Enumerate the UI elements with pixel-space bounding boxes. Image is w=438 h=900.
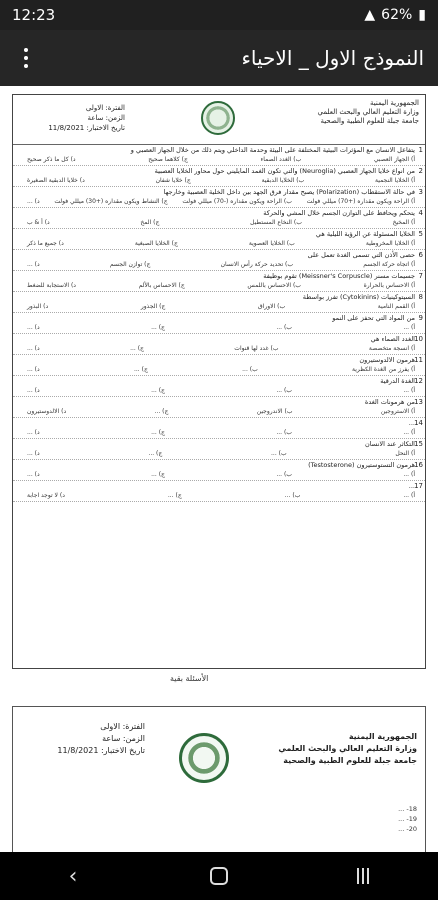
option-label: ج) النشاط ويكون مقداره (+30) ميللي فولت bbox=[54, 198, 168, 205]
option-label: ب) ... bbox=[271, 450, 287, 457]
option-label: ب) ... bbox=[276, 324, 292, 331]
page-title: النموذج الاول _ الاحياء bbox=[241, 46, 424, 70]
question-item bbox=[13, 313, 425, 334]
header-line: الجمهورية اليمنية bbox=[348, 732, 417, 741]
question-text: التكاثر عند الانسان bbox=[365, 440, 415, 448]
option-label: ب) الخلايا الدبقية bbox=[261, 177, 305, 184]
questions-list bbox=[13, 145, 425, 502]
question-text: هرمون التستوستيرون (Testosterone) bbox=[308, 461, 415, 469]
question-options bbox=[27, 260, 415, 269]
question-text: الغدد الصماء هي bbox=[370, 335, 415, 343]
app-bar bbox=[0, 30, 438, 86]
option-label: ج) ... bbox=[154, 408, 169, 415]
option-label: د) لا توجد اجابة bbox=[27, 492, 65, 499]
option-label: د) ... bbox=[27, 387, 40, 394]
option-label: ب) الاندروجين bbox=[256, 408, 293, 415]
option-label: ج) ... bbox=[151, 429, 165, 436]
option-label: ج) الخلايا الصبغية bbox=[134, 240, 178, 247]
question-item bbox=[13, 334, 425, 355]
question-text: السيتوكينيات (Cytokinins) تفرز بواسطة bbox=[302, 293, 415, 301]
question-item bbox=[13, 376, 425, 397]
option-label: أ) ... bbox=[403, 387, 415, 394]
option-label: ج) ... bbox=[148, 450, 163, 457]
option-label: د) الالدوستيرون bbox=[27, 408, 67, 415]
option-label: د) ... bbox=[27, 450, 40, 457]
overflow-menu-icon[interactable] bbox=[14, 46, 38, 70]
option-label: ب) ... bbox=[242, 366, 258, 373]
header-line: تاريخ الاختبار: 11/8/2021 bbox=[57, 746, 145, 755]
header-line: جامعة جبلة للعلوم الطبية والصحية bbox=[320, 117, 419, 125]
question-number: 2 bbox=[418, 167, 423, 175]
question-number: 11 bbox=[414, 356, 423, 364]
header-line: الزمن: ساعة bbox=[87, 114, 125, 122]
question-item bbox=[13, 460, 425, 481]
question-item bbox=[13, 355, 425, 376]
header-line: جامعة جبلة للعلوم الطبية والصحية bbox=[283, 756, 417, 765]
option-label: ب) ... bbox=[284, 492, 301, 499]
option-label: ب) الراحة ويكون مقداره (-70) ميللي فولت bbox=[182, 198, 292, 205]
question-number: 10 bbox=[414, 335, 423, 343]
question-options bbox=[27, 491, 415, 500]
question-text: يتحكم ويحافظ على التوازن الجسم خلال المشي والحركة bbox=[263, 209, 415, 217]
exam-header-2 bbox=[13, 707, 425, 802]
option-label: ج) ... bbox=[133, 366, 148, 373]
header-line: الفترة: الاولى bbox=[85, 104, 125, 112]
exam-page-2 bbox=[12, 706, 426, 852]
question-number: 14 bbox=[414, 419, 423, 427]
question-options bbox=[27, 155, 415, 164]
question-text: جسيمات مسنر (Meissner's Corpuscle) تقوم بوظيفة bbox=[263, 272, 415, 280]
option-label: ج) ... bbox=[167, 492, 182, 499]
header-line: الفترة: الاولى bbox=[100, 722, 145, 731]
option-label: ب) الاحساس باللمس bbox=[247, 282, 301, 289]
signal-icon: ▲ bbox=[364, 7, 376, 23]
question-text: ... bbox=[408, 482, 415, 490]
page2-body bbox=[13, 802, 425, 836]
question-text: حصى الأذن التي تسمى الغدة تعمل على bbox=[307, 251, 415, 259]
option-label: د) ... bbox=[27, 324, 40, 331]
option-label: ج) خلايا شفان bbox=[155, 177, 191, 184]
question-item bbox=[13, 481, 425, 502]
home-button[interactable] bbox=[199, 861, 239, 891]
option-label: ج) كلاهما صحيح bbox=[148, 156, 188, 163]
question-item bbox=[13, 187, 425, 208]
option-label: د) ... bbox=[27, 261, 40, 268]
document-view[interactable] bbox=[0, 86, 438, 852]
option-label: أ) يفرز من الغدة الكظرية bbox=[352, 366, 415, 373]
option-label: ج) توازن الجسم bbox=[109, 261, 151, 268]
question-text: من هرمونات الغدة bbox=[364, 398, 415, 406]
option-label: أ) انسجة متخصصة bbox=[368, 345, 415, 352]
option-label: د) ... bbox=[27, 198, 40, 205]
question-options bbox=[27, 470, 415, 479]
question-number: 15 bbox=[414, 440, 423, 448]
question-item bbox=[13, 250, 425, 271]
question-item bbox=[13, 439, 425, 460]
option-label: ج) الاحساس بالألم bbox=[138, 282, 185, 289]
question-item bbox=[13, 145, 425, 166]
status-bar bbox=[0, 0, 438, 30]
header-line: وزارة التعليم العالي والبحث العلمي bbox=[278, 744, 417, 753]
option-label: أ) الاستروجين bbox=[380, 408, 415, 415]
option-label: ج) ... bbox=[130, 345, 144, 352]
header-line: الزمن: ساعة bbox=[102, 734, 145, 743]
question-options bbox=[27, 407, 415, 416]
question-text: هرمون الالدوستيرون bbox=[359, 356, 415, 364]
option-label: ج) ... bbox=[151, 324, 165, 331]
question-options bbox=[27, 428, 415, 437]
option-label: د) الاستجابة للضغط bbox=[27, 282, 76, 289]
question-number: 9 bbox=[418, 314, 423, 322]
recents-icon bbox=[357, 868, 373, 884]
question-options bbox=[27, 176, 415, 185]
status-time: 12:23 bbox=[12, 6, 56, 24]
question-number: 4 bbox=[418, 209, 423, 217]
question-text: الخلايا المسئولة عن الرؤية الليلية هي bbox=[315, 230, 415, 238]
back-button[interactable]: ‹ bbox=[68, 863, 78, 889]
option-label: ب) غدد لها قنوات bbox=[234, 345, 279, 352]
option-label: ب) الغدد الصماء bbox=[260, 156, 302, 163]
option-label: ب) تحديد حركة رأس الانسان bbox=[220, 261, 294, 268]
home-icon bbox=[210, 867, 228, 885]
option-label: أ) المخيخ bbox=[392, 219, 415, 226]
option-label: ب) ... bbox=[276, 387, 292, 394]
option-label: د) ... bbox=[27, 366, 40, 373]
header-line: الجمهورية اليمنية bbox=[369, 99, 419, 107]
option-label: أ) ... bbox=[403, 471, 415, 478]
option-label: د) جميع ما ذكر bbox=[27, 240, 64, 247]
option-label: أ) ... bbox=[403, 492, 415, 499]
system-nav-bar bbox=[0, 852, 438, 900]
option-label: د) ... bbox=[27, 471, 40, 478]
question-line: 19- ... bbox=[398, 815, 417, 823]
exam-page-1 bbox=[12, 94, 426, 669]
question-text: يتفاعل الانسان مع المؤثرات البيئية المختلفة على البيئة وحدمة الداخلي ويتم ذلك من خلال الجهاز العصبي و bbox=[130, 146, 415, 154]
option-label: أ) ... bbox=[403, 324, 415, 331]
option-label: أ) النحل bbox=[395, 450, 415, 457]
university-seal-icon bbox=[201, 101, 235, 135]
option-label: د) البذور bbox=[27, 303, 49, 310]
option-label: أ) ... bbox=[403, 429, 415, 436]
option-label: د) كل ما ذكر صحيح bbox=[27, 156, 76, 163]
option-label: د) ... bbox=[27, 345, 40, 352]
question-item bbox=[13, 397, 425, 418]
question-options bbox=[27, 449, 415, 458]
question-text: من انواع خلايا الجهاز العصبي (Neuroglia) والتي تكون الغمد المايليني حول محاور الخلايا العصبية bbox=[154, 167, 415, 175]
option-label: ب) النخاع المستطيل bbox=[250, 219, 302, 226]
question-item bbox=[13, 418, 425, 439]
question-number: 3 bbox=[418, 188, 423, 196]
question-item bbox=[13, 292, 425, 313]
option-label: أ) الجهاز العصبي bbox=[373, 156, 415, 163]
header-left bbox=[35, 721, 145, 757]
question-text: من المواد التي تحفز على النمو bbox=[332, 314, 415, 322]
question-options bbox=[27, 344, 415, 353]
question-number: 5 bbox=[418, 230, 423, 238]
header-line: وزارة التعليم العالي والبحث العلمي bbox=[317, 108, 419, 116]
option-label: أ) الراحة ويكون مقداره (+70) ميللي فولت bbox=[306, 198, 415, 205]
option-label: أ) الخلايا المخروطية bbox=[365, 240, 415, 247]
question-number: 1 bbox=[418, 146, 423, 154]
option-label: ج) ... bbox=[151, 471, 165, 478]
option-label: ج) الجذور bbox=[140, 303, 166, 310]
question-item bbox=[13, 166, 425, 187]
header-left bbox=[25, 103, 125, 133]
university-seal-icon bbox=[179, 733, 229, 783]
question-line: 18- ... bbox=[398, 805, 417, 813]
battery-label: 62% bbox=[381, 7, 413, 23]
question-number: 12 bbox=[414, 377, 423, 385]
question-text: ... bbox=[408, 419, 415, 427]
question-options bbox=[27, 197, 415, 206]
option-label: د) أ & ب bbox=[27, 219, 50, 226]
question-number: 7 bbox=[418, 272, 423, 280]
question-options bbox=[27, 302, 415, 311]
option-label: ب) الاوراق bbox=[258, 303, 286, 310]
option-label: ج) ... bbox=[151, 387, 165, 394]
recents-button[interactable] bbox=[345, 861, 385, 891]
question-options bbox=[27, 281, 415, 290]
option-label: أ) الخلايا النجمية bbox=[375, 177, 415, 184]
question-text: في حالة الاستقطاب (Polarization) يصبح مقدار فرق الجهد بين داخل الخلية العصبية وخارجها bbox=[163, 188, 415, 196]
battery-icon: ▮ bbox=[418, 7, 426, 23]
option-label: أ) الاحساس بالحرارة bbox=[363, 282, 415, 289]
question-options bbox=[27, 365, 415, 374]
question-item bbox=[13, 208, 425, 229]
option-label: د) خلايا الدبقية الصغيرة bbox=[27, 177, 85, 184]
status-right bbox=[364, 7, 426, 23]
question-text: الغدة الدرقية bbox=[380, 377, 415, 385]
question-options bbox=[27, 386, 415, 395]
question-line: 20- ... bbox=[398, 825, 417, 833]
question-number: 13 bbox=[414, 398, 423, 406]
exam-header bbox=[13, 95, 425, 145]
footer-note: الأسئلة بقية bbox=[170, 674, 209, 683]
question-item bbox=[13, 271, 425, 292]
option-label: ب) ... bbox=[276, 471, 292, 478]
option-label: أ) اتجاه حركة الجسم bbox=[363, 261, 415, 268]
option-label: ب) ... bbox=[276, 429, 292, 436]
question-number: 6 bbox=[418, 251, 423, 259]
question-options bbox=[27, 239, 415, 248]
question-item bbox=[13, 229, 425, 250]
option-label: ج) المخ bbox=[140, 219, 160, 226]
option-label: د) ... bbox=[27, 429, 40, 436]
header-right bbox=[318, 99, 419, 126]
option-label: ب) الخلايا العصوية bbox=[248, 240, 295, 247]
option-label: أ) القمم النامية bbox=[377, 303, 415, 310]
question-options bbox=[27, 218, 415, 227]
question-number: 8 bbox=[418, 293, 423, 301]
question-number: 17 bbox=[414, 482, 423, 490]
header-line: تاريخ الاختبار: 11/8/2021 bbox=[48, 124, 125, 132]
question-number: 16 bbox=[414, 461, 423, 469]
question-options bbox=[27, 323, 415, 332]
header-right bbox=[278, 731, 417, 767]
